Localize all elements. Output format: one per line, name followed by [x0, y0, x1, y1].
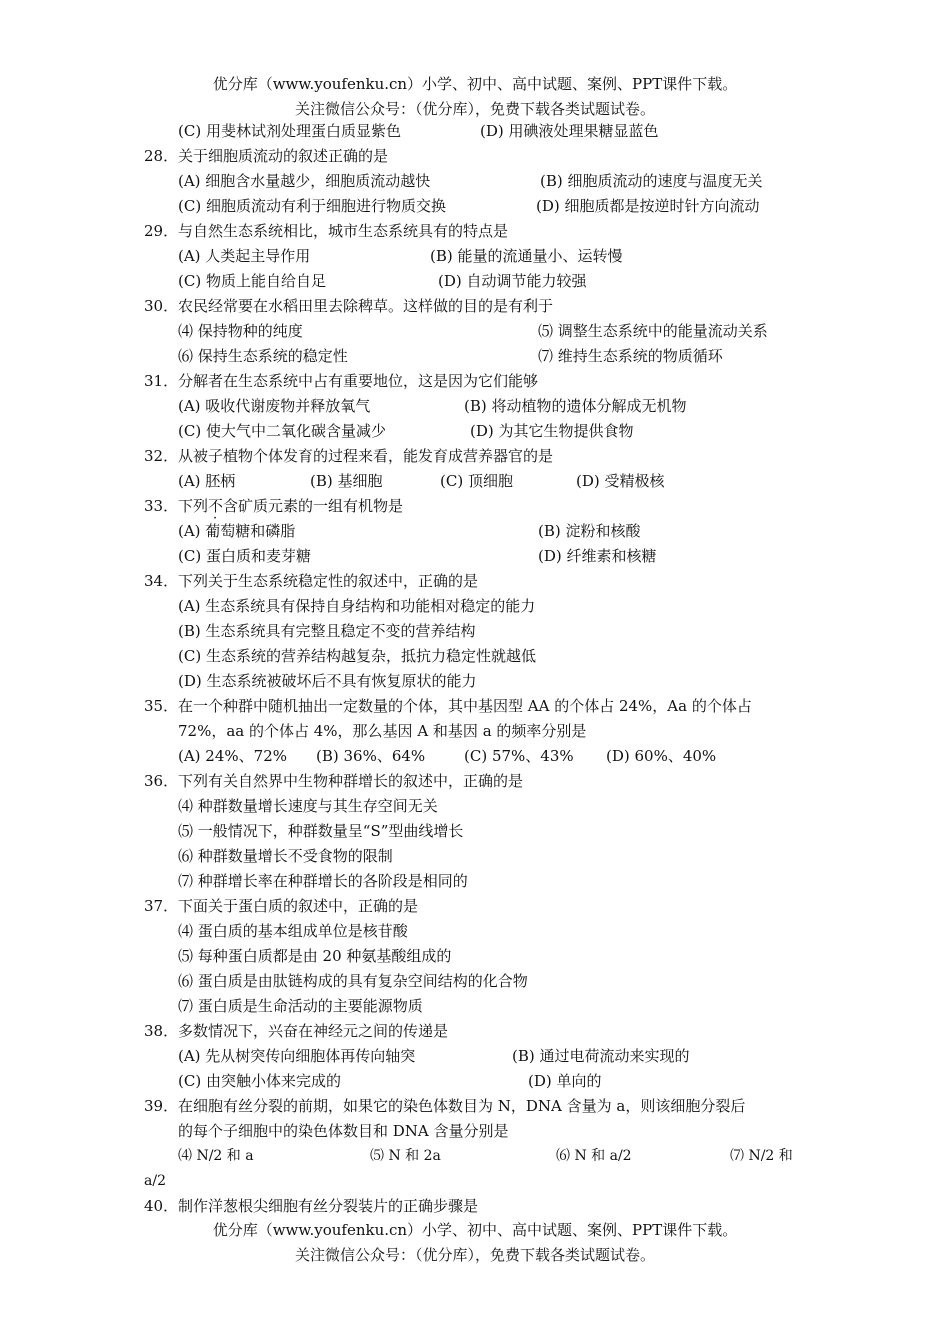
option-b: ⑸ 一般情况下，种群数量呈“S”型曲线增长: [178, 822, 464, 840]
option-a: (A) 细胞含水量越少，细胞质流动越快: [178, 172, 431, 190]
question-38-options-cd: [144, 1069, 808, 1094]
option-a: (A) 24%、72%: [178, 747, 287, 765]
question-30-options-ab: [144, 319, 808, 344]
question-39-options: [144, 1144, 808, 1169]
question-28-options-cd: [144, 194, 808, 219]
footer-line-1: 优分库（www.youfenku.cn）小学、初中、高中试题、案例、PPT课件下载。: [212, 1221, 738, 1239]
option-c: (C) 细胞质流动有利于细胞进行物质交换: [178, 197, 446, 215]
emphasis-dot-char: 不: [208, 497, 224, 515]
header-line-1: 优分库（www.youfenku.cn）小学、初中、高中试题、案例、PPT课件下载。: [212, 75, 738, 93]
question-31-options-ab: [144, 394, 808, 419]
question-stem: 与自然生态系统相比，城市生态系统具有的特点是: [178, 222, 509, 240]
option-c: (C) 57%、43%: [464, 747, 574, 765]
page-footer: [0, 1218, 950, 1268]
option-b: ⑸ N 和 2a: [370, 1148, 441, 1164]
question-stem: 分解者在生态系统中占有重要地位，这是因为它们能够: [178, 372, 539, 390]
option-a: (A) 胚柄: [178, 472, 236, 490]
question-stem: 从被子植物个体发育的过程来看，能发育成营养器官的是: [178, 447, 554, 465]
option-d: (D) 用碘液处理果糖显蓝色: [480, 122, 659, 140]
question-37: [144, 894, 808, 919]
option-c: (C) 由突触小体来完成的: [178, 1072, 341, 1090]
question-39: [144, 1094, 808, 1119]
option-c: (C) 生态系统的营养结构越复杂，抵抗力稳定性就越低: [178, 647, 536, 665]
question-35: [144, 694, 808, 719]
question-number: 32．: [144, 447, 179, 465]
option-d: (D) 60%、40%: [606, 747, 717, 765]
footer-line-2: 关注微信公众号：（优分库），免费下载各类试题试卷。: [294, 1246, 655, 1264]
question-stem: 在一个种群中随机抽出一定数量的个体，其中基因型 AA 的个体占 24%，Aa 的个体占: [178, 697, 752, 715]
question-32-options: [144, 469, 808, 494]
question-number: 36．: [144, 772, 179, 790]
page-header: [0, 72, 950, 122]
question-number: 38．: [144, 1022, 179, 1040]
question-29-options-ab: [144, 244, 808, 269]
question-33-options-ab: [144, 519, 808, 544]
option-a: ⑷ 种群数量增长速度与其生存空间无关: [178, 797, 438, 815]
question-number: 31．: [144, 372, 179, 390]
question-stem: 下面关于蛋白质的叙述中，正确的是: [178, 897, 419, 915]
question-30: [144, 294, 808, 319]
option-a: ⑷ N/2 和 a: [178, 1148, 254, 1164]
question-28: [144, 144, 808, 169]
option-d: (D) 细胞质都是按逆时针方向流动: [536, 197, 760, 215]
option-d: ⑺ N/2 和: [730, 1148, 793, 1164]
question-30-options-cd: [144, 344, 808, 369]
question-31: [144, 369, 808, 394]
question-number: 33．: [144, 497, 179, 515]
question-number: 39．: [144, 1097, 179, 1115]
option-b: (B) 基细胞: [310, 472, 383, 490]
question-stem: 多数情况下，兴奋在神经元之间的传递是: [178, 1022, 449, 1040]
question-40: [144, 1194, 808, 1219]
option-b: (B) 生态系统具有完整且稳定不变的营养结构: [178, 622, 476, 640]
question-number: 37．: [144, 897, 179, 915]
question-27-options: [144, 119, 808, 144]
question-stem: [178, 494, 403, 519]
option-c: (C) 物质上能自给自足: [178, 272, 326, 290]
option-a: (A) 先从树突传向细胞体再传向轴突: [178, 1047, 416, 1065]
option-d-continued: a/2: [144, 1173, 166, 1189]
option-b: (B) 通过电荷流动来实现的: [512, 1047, 690, 1065]
question-number: 35．: [144, 697, 179, 715]
option-b: ⑸ 每种蛋白质都是由 20 种氨基酸组成的: [178, 947, 452, 965]
option-a: (A) 吸收代谢废物并释放氧气: [178, 397, 371, 415]
option-d: ⑺ 维持生态系统的物质循环: [538, 347, 723, 365]
question-33: [144, 494, 808, 519]
option-c: (C) 蛋白质和麦芽糖: [178, 547, 311, 565]
question-31-options-cd: [144, 419, 808, 444]
question-stem-continued: 72%，aa 的个体占 4%，那么基因 A 和基因 a 的频率分别是: [178, 722, 587, 740]
option-d: ⑺ 种群增长率在种群增长的各阶段是相同的: [178, 872, 468, 890]
question-stem: 关于细胞质流动的叙述正确的是: [178, 147, 389, 165]
option-c: ⑹ 蛋白质是由肽链构成的具有复杂空间结构的化合物: [178, 972, 528, 990]
option-b: (B) 将动植物的遗体分解成无机物: [464, 397, 687, 415]
option-c: (C) 用斐林试剂处理蛋白质显紫色: [178, 122, 401, 140]
question-stem: 下列关于生态系统稳定性的叙述中，正确的是: [178, 572, 479, 590]
option-c: ⑹ N 和 a/2: [556, 1148, 632, 1164]
option-d: (D) 单向的: [528, 1072, 602, 1090]
stem-part: 含矿质元素的一组有机物是: [223, 497, 404, 515]
question-29: [144, 219, 808, 244]
option-b: (B) 能量的流通量小、运转慢: [430, 247, 623, 265]
option-a: ⑷ 保持物种的纯度: [178, 322, 303, 340]
question-36: [144, 769, 808, 794]
option-c: (C) 顶细胞: [440, 472, 513, 490]
option-c: (C) 使大气中二氧化碳含量减少: [178, 422, 386, 440]
question-35-options: [144, 744, 808, 769]
option-d: (D) 自动调节能力较强: [438, 272, 587, 290]
stem-part: 下列: [178, 497, 209, 515]
option-a: (A) 生态系统具有保持自身结构和功能相对稳定的能力: [178, 597, 536, 615]
question-number: 34．: [144, 572, 179, 590]
option-b: (B) 36%、64%: [316, 747, 426, 765]
option-b: (B) 淀粉和核酸: [538, 522, 641, 540]
option-d: (D) 为其它生物提供食物: [470, 422, 634, 440]
option-d: ⑺ 蛋白质是生命活动的主要能源物质: [178, 997, 423, 1015]
header-line-2: 关注微信公众号：（优分库），免费下载各类试题试卷。: [294, 100, 655, 118]
question-stem: 下列有关自然界中生物种群增长的叙述中，正确的是: [178, 772, 524, 790]
question-number: 40．: [144, 1197, 179, 1215]
question-stem: 在细胞有丝分裂的前期，如果它的染色体数目为 N，DNA 含量为 a，则该细胞分裂后: [178, 1097, 746, 1115]
option-b: ⑸ 调整生态系统中的能量流动关系: [538, 322, 768, 340]
option-a: (A) 人类起主导作用: [178, 247, 311, 265]
question-number: 30．: [144, 297, 179, 315]
question-stem: 农民经常要在水稻田里去除稗草。这样做的目的是有利于: [178, 297, 554, 315]
question-28-options-ab: [144, 169, 808, 194]
question-29-options-cd: [144, 269, 808, 294]
question-33-options-cd: [144, 544, 808, 569]
question-stem-continued: 的每个子细胞中的染色体数目和 DNA 含量分别是: [178, 1122, 509, 1140]
option-d: (D) 受精极核: [576, 472, 665, 490]
option-a: ⑷ 蛋白质的基本组成单位是核苷酸: [178, 922, 408, 940]
question-number: 28．: [144, 147, 179, 165]
question-34: [144, 569, 808, 594]
option-c: ⑹ 种群数量增长不受食物的限制: [178, 847, 393, 865]
question-number: 29．: [144, 222, 179, 240]
option-d: (D) 纤维素和核糖: [538, 547, 657, 565]
option-c: ⑹ 保持生态系统的稳定性: [178, 347, 348, 365]
option-b: (B) 细胞质流动的速度与温度无关: [540, 172, 763, 190]
option-d: (D) 生态系统被破坏后不具有恢复原状的能力: [178, 672, 477, 690]
question-list: [144, 119, 808, 1219]
question-32: [144, 444, 808, 469]
question-38-options-ab: [144, 1044, 808, 1069]
question-stem: 制作洋葱根尖细胞有丝分裂装片的正确步骤是: [178, 1197, 479, 1215]
question-38: [144, 1019, 808, 1044]
option-a: (A) 葡萄糖和磷脂: [178, 522, 296, 540]
